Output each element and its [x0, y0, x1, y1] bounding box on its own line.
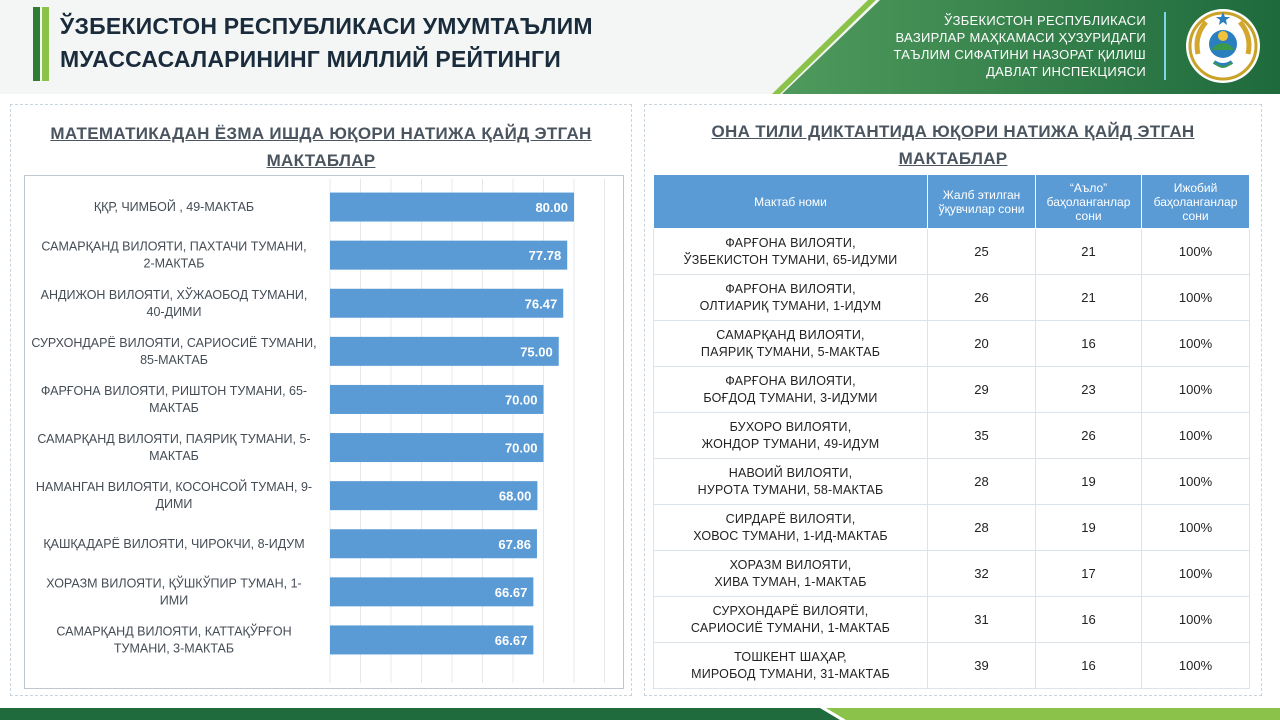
excellent-cell: 16 — [1036, 321, 1142, 367]
header-accent-bar-dark — [33, 7, 40, 81]
category-label-line: СУРХОНДАРЁ ВИЛОЯТИ, САРИОСИЁ ТУМАНИ, — [31, 335, 317, 350]
school-district: ЖОНДОР ТУМАНИ, 49-ИДУМ — [701, 436, 880, 451]
table-row — [654, 597, 1250, 643]
school-district: НУРОТА ТУМАНИ, 58-МАКТАБ — [697, 482, 884, 497]
math-bar-chart — [24, 175, 624, 689]
bar-value-label: 80.00 — [535, 200, 568, 216]
org-name-line2: ВАЗИРЛАР МАҲКАМАСИ ҲУЗУРИДАГИ — [895, 30, 1146, 45]
category-label-line: МАКТАБ — [149, 449, 199, 464]
table-row — [654, 459, 1250, 505]
category-label — [41, 240, 306, 271]
excellent-cell: 16 — [1036, 643, 1142, 689]
school-region: БУХОРО ВИЛОЯТИ, — [729, 419, 852, 434]
students-cell: 28 — [928, 459, 1036, 505]
category-label — [37, 432, 310, 463]
school-name-cell — [654, 413, 928, 459]
category-label-line: ФАРҒОНА ВИЛОЯТИ, РИШТОН ТУМАНИ, 65- — [40, 383, 308, 398]
bar-value-label: 68.00 — [498, 488, 532, 504]
category-label — [46, 575, 301, 607]
school-name-cell — [654, 229, 928, 275]
category-label-line: ҚҚР, ЧИМБОЙ , 49-МАКТАБ — [93, 200, 255, 215]
category-label-line: 40-ДИМИ — [146, 304, 202, 319]
positive-cell: 100% — [1142, 597, 1250, 643]
school-name-cell — [654, 643, 928, 689]
school-name-cell — [654, 321, 928, 367]
positive-cell: 100% — [1142, 413, 1250, 459]
students-cell: 28 — [928, 505, 1036, 551]
state-emblem-icon — [1184, 6, 1262, 86]
org-name-line4: ДАВЛАТ ИНСПЕКЦИЯСИ — [986, 64, 1146, 79]
school-region: САМАРҚАНД ВИЛОЯТИ, — [716, 327, 865, 342]
bar-value-label: 77.78 — [528, 248, 562, 264]
excellent-cell: 21 — [1036, 275, 1142, 321]
category-label — [41, 384, 307, 415]
positive-cell: 100% — [1142, 229, 1250, 275]
category-label — [36, 479, 312, 511]
category-label — [94, 199, 254, 214]
school-region: ФАРҒОНА ВИЛОЯТИ, — [725, 235, 856, 250]
positive-cell: 100% — [1142, 551, 1250, 597]
students-cell: 31 — [928, 597, 1036, 643]
students-cell: 25 — [928, 229, 1036, 275]
school-district: ПАЯРИҚ ТУМАНИ, 5-МАКТАБ — [700, 344, 881, 359]
school-district: БОҒДОД ТУМАНИ, 3-ИДУМИ — [703, 390, 878, 405]
bar-value-label: 75.00 — [520, 344, 553, 360]
excellent-cell: 17 — [1036, 551, 1142, 597]
table-row — [654, 505, 1250, 551]
students-cell: 39 — [928, 643, 1036, 689]
math-chart-title-line2: МАКТАБЛАР — [266, 151, 376, 170]
school-name-cell — [654, 367, 928, 413]
positive-cell: 100% — [1142, 321, 1250, 367]
org-name-line3: ТАЪЛИМ СИФАТИНИ НАЗОРАТ ҚИЛИШ — [893, 47, 1146, 62]
header-excellent-count: “Аъло” баҳоланганлар сони — [1036, 175, 1142, 229]
students-cell: 32 — [928, 551, 1036, 597]
excellent-cell: 19 — [1036, 459, 1142, 505]
math-chart-title — [11, 120, 631, 174]
category-label-line: 85-МАКТАБ — [140, 352, 208, 367]
category-label-line: ДИМИ — [155, 497, 193, 512]
dictation-results-table — [653, 174, 1250, 689]
header-school-name: Мактаб номи — [654, 175, 928, 229]
positive-cell: 100% — [1142, 505, 1250, 551]
school-name-cell — [654, 597, 928, 643]
school-region: СУРХОНДАРЁ ВИЛОЯТИ, — [712, 603, 869, 618]
school-region: СИРДАРЁ ВИЛОЯТИ, — [725, 511, 856, 526]
page-footer — [0, 706, 1280, 720]
bar-value-label: 66.67 — [494, 632, 528, 648]
school-name-cell — [654, 505, 928, 551]
school-region: ТОШКЕНТ ШАҲАР, — [734, 649, 847, 664]
school-district: ЎЗБЕКИСТОН ТУМАНИ, 65-ИДУМИ — [683, 252, 898, 267]
positive-cell: 100% — [1142, 459, 1250, 505]
table-header-row — [654, 175, 1250, 229]
school-name-cell — [654, 551, 928, 597]
school-region: ФАРҒОНА ВИЛОЯТИ, — [725, 373, 856, 388]
dictation-table-title-line1: ОНА ТИЛИ ДИКТАНТИДА ЮҚОРИ НАТИЖА ҚАЙД ЭТГАН — [711, 122, 1195, 141]
header-students-count: Жалб этилган ўқувчилар сони — [928, 175, 1036, 229]
page-header — [0, 0, 1280, 94]
bar-value-label: 67.86 — [498, 536, 531, 552]
category-label-line: 2-МАКТАБ — [143, 256, 205, 271]
school-name-cell — [654, 275, 928, 321]
bar-value-label: 70.00 — [504, 392, 538, 408]
school-district: САРИОСИЁ ТУМАНИ, 1-МАКТАБ — [690, 620, 891, 635]
bar-value-label: 66.67 — [494, 584, 528, 600]
table-row — [654, 229, 1250, 275]
category-label-line: ТУМАНИ, 3-МАКТАБ — [113, 641, 235, 656]
bar-value-label: 76.47 — [524, 296, 558, 312]
category-label — [43, 537, 304, 551]
dictation-table-title-line2: МАКТАБЛАР — [898, 149, 1008, 168]
excellent-cell: 19 — [1036, 505, 1142, 551]
positive-cell: 100% — [1142, 275, 1250, 321]
excellent-cell: 23 — [1036, 367, 1142, 413]
excellent-cell: 26 — [1036, 413, 1142, 459]
table-row — [654, 275, 1250, 321]
positive-cell: 100% — [1142, 367, 1250, 413]
students-cell: 35 — [928, 413, 1036, 459]
school-district: ОЛТИАРИҚ ТУМАНИ, 1-ИДУМ — [699, 298, 882, 313]
students-cell: 20 — [928, 321, 1036, 367]
category-label-line: САМАРҚАНД ВИЛОЯТИ, ПАХТАЧИ ТУМАНИ, — [41, 239, 307, 254]
category-label-line: САМАРҚАНД ВИЛОЯТИ, ПАЯРИҚ ТУМАНИ, 5- — [37, 432, 311, 447]
table-row — [654, 643, 1250, 689]
school-region: НАВОИЙ ВИЛОЯТИ, — [728, 465, 853, 480]
category-label-line: МАКТАБ — [149, 400, 199, 415]
students-cell: 26 — [928, 275, 1036, 321]
page-title-line2: МУАССАСАЛАРИНИНГ МИЛЛИЙ РЕЙТИНГИ — [60, 46, 561, 72]
dictation-table-title — [645, 118, 1261, 172]
category-label-line: АНДИЖОН ВИЛОЯТИ, ХЎЖАОБОД ТУМАНИ, — [40, 287, 308, 302]
table-row — [654, 551, 1250, 597]
excellent-cell: 21 — [1036, 229, 1142, 275]
math-chart-title-line1: МАТЕМАТИКАДАН ЁЗМА ИШДА ЮҚОРИ НАТИЖА ҚАЙД ЭТГАН — [50, 124, 592, 143]
school-district: ХОВОС ТУМАНИ, 1-ИД-МАКТАБ — [693, 528, 888, 543]
school-region: ФАРҒОНА ВИЛОЯТИ, — [725, 281, 856, 296]
school-name-cell — [654, 459, 928, 505]
table-row — [654, 321, 1250, 367]
category-label — [56, 623, 291, 655]
positive-cell: 100% — [1142, 643, 1250, 689]
category-label-line: ХОРАЗМ ВИЛОЯТИ, ҚЎШКЎПИР ТУМАН, 1- — [46, 576, 302, 591]
org-name-line1: ЎЗБЕКИСТОН РЕСПУБЛИКАСИ — [944, 13, 1146, 28]
students-cell: 29 — [928, 367, 1036, 413]
school-region: ХОРАЗМ ВИЛОЯТИ, — [729, 557, 852, 572]
table-row — [654, 413, 1250, 459]
category-label — [31, 336, 316, 367]
school-district: ХИВА ТУМАН, 1-МАКТАБ — [714, 574, 867, 589]
excellent-cell: 16 — [1036, 597, 1142, 643]
category-label-line: ҚАШҚАДАРЁ ВИЛОЯТИ, ЧИРОКЧИ, 8-ИДУМ — [43, 536, 305, 551]
header-positive-count: Ижобий баҳоланганлар сони — [1142, 175, 1250, 229]
org-divider — [1164, 12, 1166, 80]
category-label — [41, 287, 308, 319]
header-accent-bar-light — [42, 7, 49, 81]
category-label-line: ИМИ — [159, 593, 189, 608]
page-title-line1: ЎЗБЕКИСТОН РЕСПУБЛИКАСИ УМУМТАЪЛИМ — [60, 13, 593, 39]
school-district: МИРОБОД ТУМАНИ, 31-МАКТАБ — [691, 666, 890, 681]
bar-value-label: 70.00 — [504, 440, 538, 456]
category-label-line: НАМАНГАН ВИЛОЯТИ, КОСОНСОЙ ТУМАН, 9- — [35, 480, 313, 495]
table-row — [654, 367, 1250, 413]
category-label-line: САМАРҚАНД ВИЛОЯТИ, КАТТАҚЎРҒОН — [56, 624, 292, 639]
